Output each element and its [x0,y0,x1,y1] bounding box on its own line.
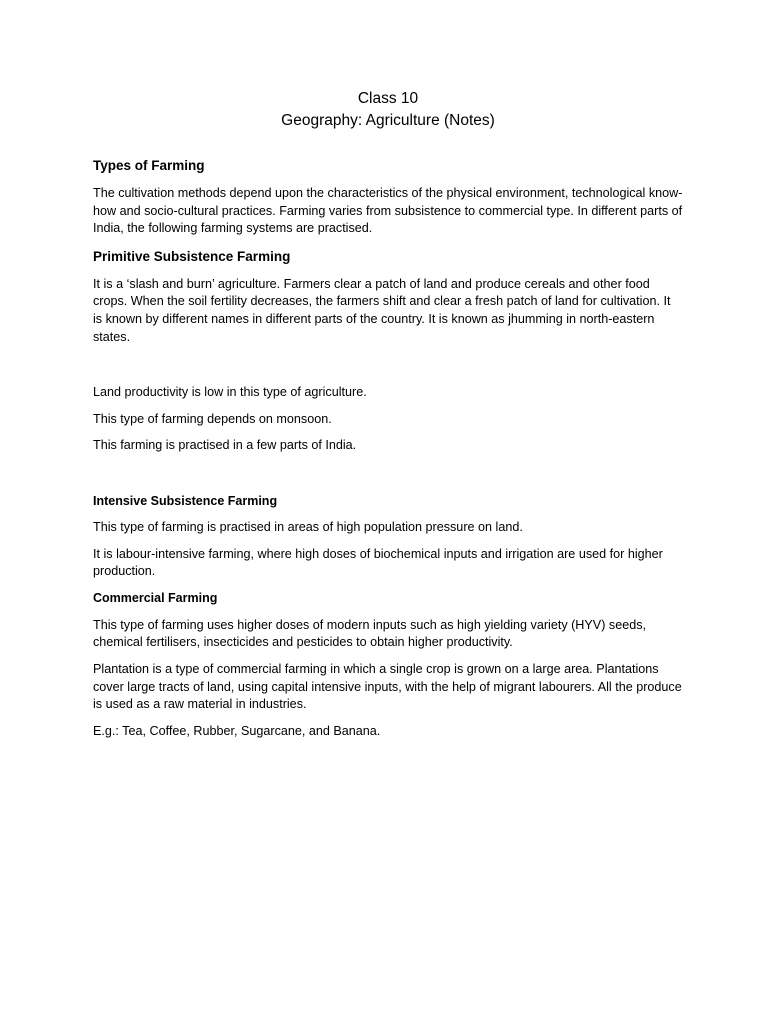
paragraph-types-intro: The cultivation methods depend upon the characteristics of the physical environment, technological know-how and socio-cultural practices. Farming varies from subsistence to commercial type. In different parts of India, the following farming systems are practised. [93,186,683,236]
paragraph-modern-inputs: This type of farming uses higher doses of modern inputs such as high yielding variety (HYV) seeds, chemical fertilisers, insecticides and pesticides to obtain higher productivity. [93,617,646,650]
paragraph-examples: E.g.: Tea, Coffee, Rubber, Sugarcane, and Banana. [93,723,381,738]
paragraph-depends-monsoon: This type of farming depends on monsoon. [93,411,332,426]
heading-intensive-subsistence: Intensive Subsistence Farming [93,493,278,508]
paragraph-population-pressure: This type of farming is practised in areas of high population pressure on land. [93,519,523,534]
paragraph-labour-intensive: It is labour-intensive farming, where high doses of biochemical inputs and irrigation are used for higher production. [93,546,663,579]
doc-title: Geography: Agriculture (Notes) [281,112,495,129]
heading-commercial-farming: Commercial Farming [93,590,218,605]
heading-primitive-subsistence: Primitive Subsistence Farming [93,248,291,264]
doc-class-line: Class 10 [357,90,419,107]
paragraph-slash-and-burn: It is a ‘slash and burn’ agriculture. Farmers clear a patch of land and produce cereals and other food crops. When the soil fertility decreases, the farmers shift and clear a fresh patch of land for cultivation. It is known by different names in different parts of the country. It is known as jhumming in north-eastern states. [93,276,671,344]
document-body [93,88,683,740]
paragraph-few-parts-india: This farming is practised in a few parts of India. [93,438,357,453]
paragraph-land-productivity: Land productivity is low in this type of agriculture. [93,385,367,400]
paragraph-plantation: Plantation is a type of commercial farming in which a single crop is grown on a large area. Plantations cover large tracts of land, using capital intensive inputs, with the help of migrant labourers. All the produce is used as a raw material in industries. [93,661,682,712]
heading-types-of-farming: Types of Farming [93,158,205,173]
